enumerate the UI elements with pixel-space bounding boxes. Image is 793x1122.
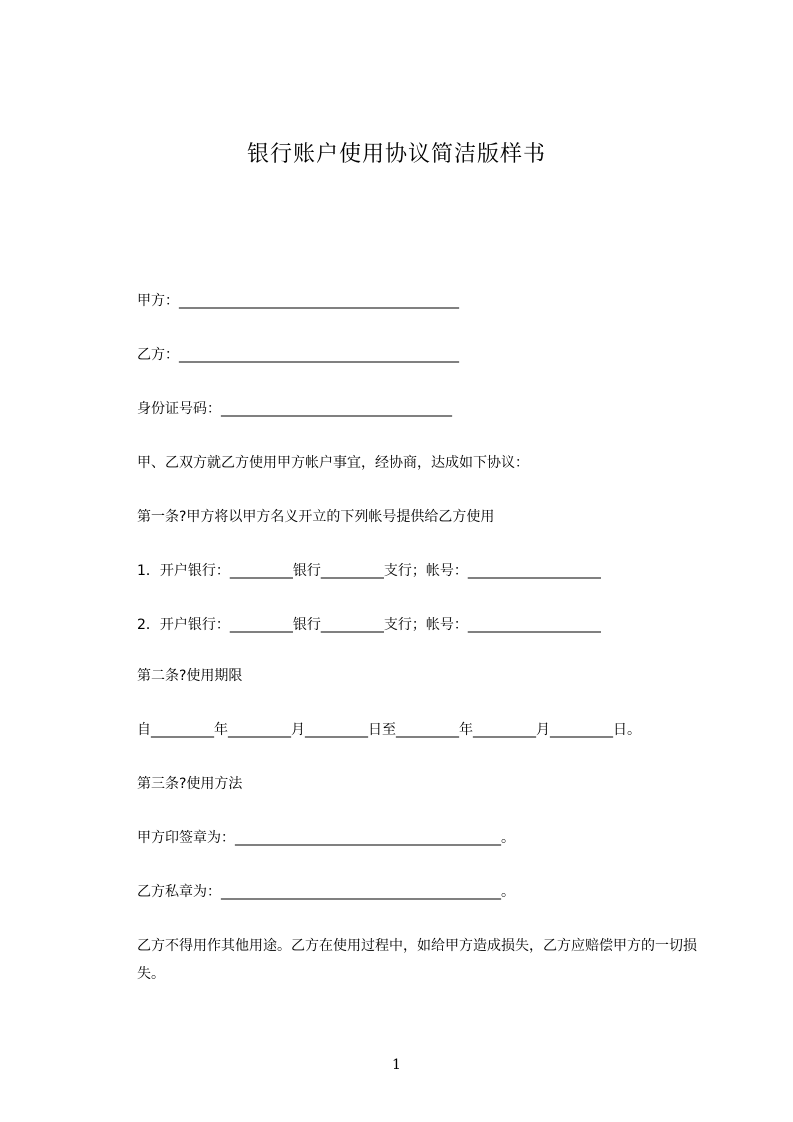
period-line: 自_________年_________月_________日至_________年_________月_________日。 — [137, 722, 641, 738]
party-a-seal-line: 甲方印签章为：______________________________________。 — [137, 830, 515, 846]
article-two-heading: 第二条?使用期限 — [137, 668, 243, 684]
id-number-line: 身份证号码：_________________________________ — [137, 401, 452, 417]
article-three-heading: 第三条?使用方法 — [137, 776, 243, 792]
document-title: 银行账户使用协议简洁版样书 — [246, 142, 546, 167]
closing-paragraph: 乙方不得用作其他用途。乙方在使用过程中，如给甲方造成损失，乙方应赔偿甲方的一切损失。 — [137, 938, 697, 982]
account-line-2: 2．开户银行：_________银行_________支行；帐号：___________________ — [137, 617, 601, 633]
party-a-line: 甲方：________________________________________ — [137, 293, 459, 309]
page-number: 1 — [392, 1057, 401, 1073]
account-line-1: 1．开户银行：_________银行_________支行；帐号：___________________ — [137, 563, 601, 579]
party-b-line: 乙方：________________________________________ — [137, 347, 459, 363]
agreement-intro: 甲、乙双方就乙方使用甲方帐户事宜，经协商，达成如下协议： — [137, 455, 529, 471]
article-one-heading: 第一条?甲方将以甲方名义开立的下列帐号提供给乙方使用 — [137, 509, 495, 525]
party-b-seal-line: 乙方私章为：________________________________________。 — [137, 884, 515, 900]
